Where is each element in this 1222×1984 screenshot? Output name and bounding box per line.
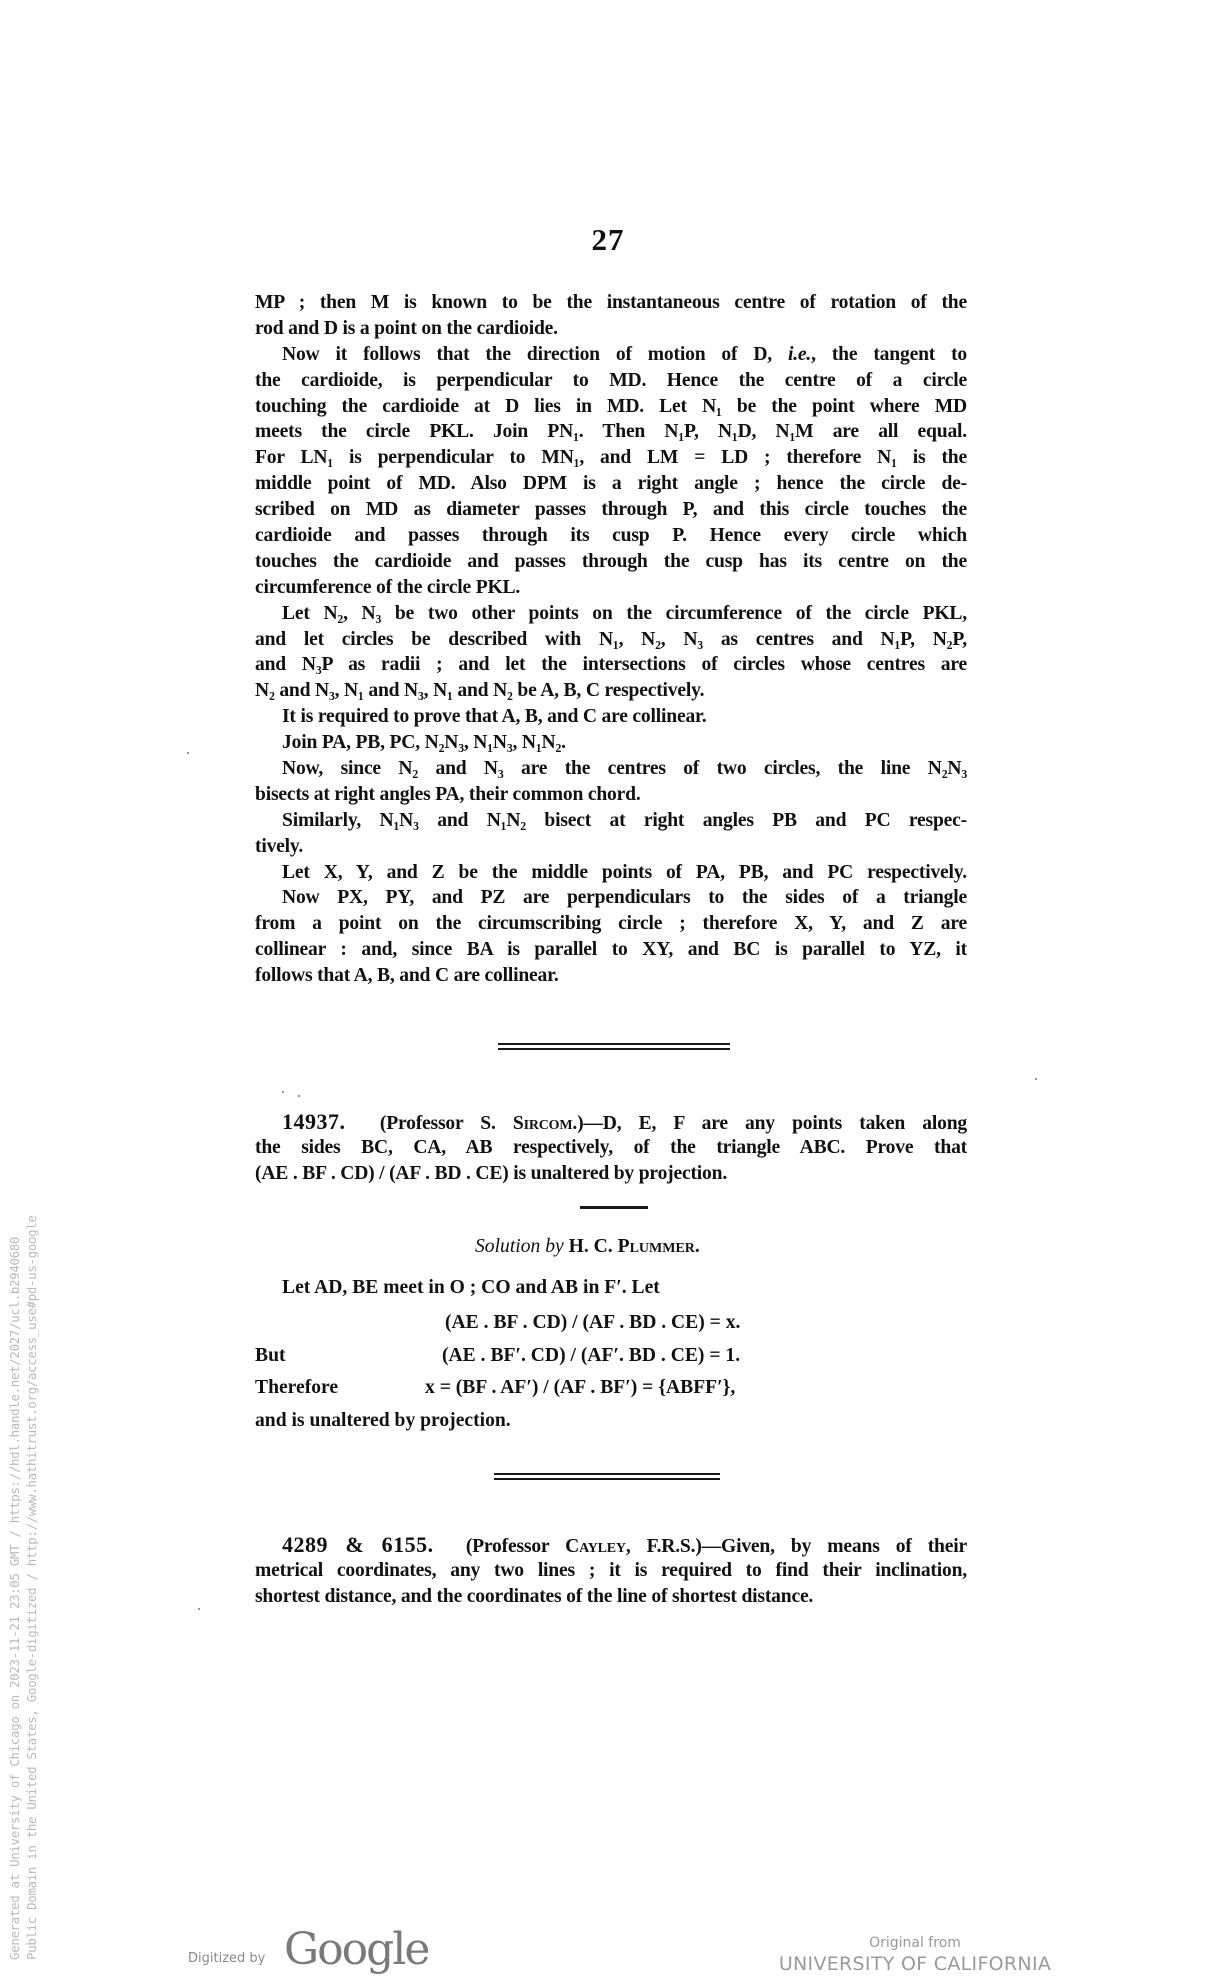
equation-3-label: Therefore	[255, 1377, 339, 1398]
text-line	[255, 342, 967, 368]
author-close: .)—D, E, F are any points taken along	[572, 1113, 967, 1134]
short-divider-rule	[580, 1206, 648, 1209]
text-line: tively.	[255, 835, 304, 857]
text-line: Let X, Y, and Z be the middle points of PA, PB, and PC respectively.	[282, 861, 967, 883]
text-line: and N₃P as radii ; and let the intersections of circles whose centres are	[255, 654, 967, 676]
author-close: , F.R.S.)—Given, by means of their	[625, 1536, 967, 1557]
scan-speck	[282, 1091, 284, 1093]
text-line: bisects at right angles PA, their common chord.	[255, 783, 641, 805]
author-name: Cayley	[565, 1536, 626, 1557]
text-line: circumference of the circle PKL.	[255, 576, 521, 598]
original-from-label: Original from	[869, 1935, 961, 1951]
problem-statement-line	[255, 1532, 967, 1558]
author-open: (Professor	[465, 1536, 566, 1557]
text-line: touches the cardioide and passes through the cusp has its centre on the	[255, 550, 967, 572]
scan-speck	[298, 1095, 300, 1097]
text-line: middle point of MD. Also DPM is a right angle ; hence the circle de-	[255, 473, 967, 495]
problem-statement-line: (AE . BF . CD) / (AF . BD . CE) is unaltered by projection.	[255, 1162, 728, 1184]
solution-intro: Let AD, BE meet in O ; CO and AB in F′. Let	[282, 1277, 660, 1298]
text-line: follows that A, B, and C are collinear.	[255, 965, 559, 987]
text-line: the cardioide, is perpendicular to MD. Hence the centre of a circle	[255, 369, 967, 391]
author-open: (Professor S.	[379, 1113, 513, 1134]
google-logo: Google	[284, 1924, 429, 1975]
problem-4289-6155	[255, 1532, 967, 1610]
text-line: N₂ and N₃, N₁ and N₃, N₁ and N₂ be A, B, C respectively.	[255, 680, 705, 702]
problem-14937	[255, 1109, 967, 1187]
text-line: Now, since N₂ and N₃ are the centres of two circles, the line N₂N₃	[282, 758, 967, 780]
solution-continuation	[255, 290, 967, 989]
heading-period: .	[694, 1236, 700, 1257]
text-line: collinear : and, since BA is parallel to XY, and BC is parallel to YZ, it	[255, 939, 967, 961]
solver-initials: H. C.	[563, 1236, 618, 1257]
text-line: touching the cardioide at D lies in MD. Let N₁ be the point where MD	[255, 395, 967, 417]
solution-heading	[475, 1236, 700, 1258]
problem-number: 14937.	[282, 1109, 346, 1134]
solution-conclusion: and is unaltered by projection.	[255, 1410, 511, 1431]
scan-speck	[198, 1608, 200, 1610]
text-line: Now PX, PY, and PZ are perpendiculars to the sides of a triangle	[282, 887, 967, 909]
equation-1: (AE . BF . CD) / (AF . BD . CE) = x.	[445, 1312, 741, 1333]
text-line: For LN₁ is perpendicular to MN₁, and LM = LD ; therefore N₁ is the	[255, 447, 967, 469]
problem-statement-line: metrical coordinates, any two lines ; it is required to find their inclination,	[255, 1559, 967, 1581]
equation-2: (AE . BF′. CD) / (AF′. BD . CE) = 1.	[442, 1345, 741, 1366]
equation-3: x = (BF . AF′) / (AF . BF′) = {ABFF′},	[425, 1377, 736, 1398]
section-divider-rule	[498, 1048, 730, 1050]
text-segment: , the tangent to	[811, 343, 968, 365]
italic-abbrev: i.e.	[787, 343, 812, 365]
text-line: cardioide and passes through its cusp P. Hence every circle which	[255, 525, 967, 547]
author-name: Sircom	[512, 1113, 573, 1134]
scan-speck	[187, 752, 189, 754]
section-divider-rule	[494, 1473, 720, 1475]
page-number: 27	[591, 222, 625, 257]
scan-speck	[1035, 1078, 1037, 1080]
text-segment: Now it follows that the direction of motion of D,	[282, 343, 788, 365]
text-line: and let circles be described with N₁, N₂, N₃ as centres and N₁P, N₂P,	[255, 628, 967, 650]
hathitrust-watermark	[6, 1000, 40, 1960]
problem-statement-line	[255, 1109, 967, 1135]
section-divider-rule	[498, 1043, 730, 1045]
problem-number: 4289 & 6155.	[282, 1532, 434, 1557]
watermark-line-2: Public Domain in the United States, Google-digitized / http://www.hathitrust.org/access_use#pd-us-google	[24, 1215, 39, 1960]
solver-name: Plummer	[617, 1236, 695, 1257]
text-line: rod and D is a point on the cardioide.	[255, 317, 558, 339]
watermark-line-1: Generated at University of Chicago on 2023-11-21 23:05 GMT / https://hdl.handle.net/2027/ucl.b2940680	[7, 1236, 22, 1960]
university-name: UNIVERSITY OF CALIFORNIA	[778, 1953, 1052, 1975]
solution-by-label: Solution by	[475, 1236, 564, 1257]
equation-2-label: But	[255, 1345, 286, 1366]
problem-statement-line: the sides BC, CA, AB respectively, of the triangle ABC. Prove that	[255, 1136, 967, 1158]
text-line: meets the circle PKL. Join PN₁. Then N₁P, N₁D, N₁M are all equal.	[255, 421, 967, 443]
section-divider-rule	[494, 1478, 720, 1480]
text-line: Similarly, N₁N₃ and N₁N₂ bisect at right angles PB and PC respec-	[282, 809, 967, 831]
original-from-credit	[770, 1934, 1060, 1976]
problem-statement-line: shortest distance, and the coordinates of the line of shortest distance.	[255, 1585, 814, 1607]
text-line: Join PA, PB, PC, N₂N₃, N₁N₃, N₁N₂.	[282, 732, 566, 754]
text-line: MP ; then M is known to be the instantaneous centre of rotation of the	[255, 292, 967, 313]
text-line: scribed on MD as diameter passes through P, and this circle touches the	[255, 499, 967, 521]
text-line: It is required to prove that A, B, and C are collinear.	[282, 706, 707, 728]
text-line: Let N₂, N₃ be two other points on the circumference of the circle PKL,	[282, 602, 967, 624]
text-line: from a point on the circumscribing circle ; therefore X, Y, and Z are	[255, 913, 967, 935]
digitized-by-label: Digitized by	[188, 1951, 266, 1966]
